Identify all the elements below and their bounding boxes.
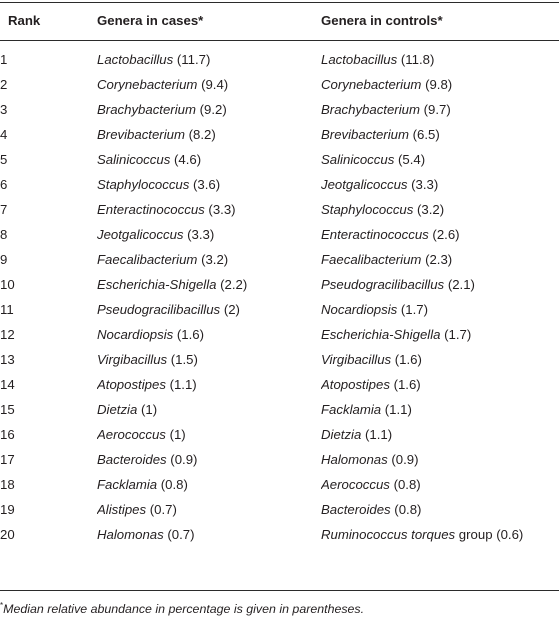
genus-name: Nocardiopsis (321, 302, 398, 317)
rank-cell: 7 (0, 202, 8, 217)
rank-cell: 15 (0, 402, 15, 417)
genus-name: Alistipes (97, 502, 147, 517)
rank-cell: 19 (0, 502, 15, 517)
genus-name: Salinicoccus (321, 152, 395, 167)
table-row (0, 322, 559, 347)
footnote-marker: * (0, 601, 4, 610)
cases-cell (97, 97, 321, 122)
genus-name: Staphylococcus (97, 177, 190, 192)
genus-name: Corynebacterium (321, 77, 422, 92)
genus-name: Brachybacterium (321, 102, 420, 117)
cases-cell (97, 222, 321, 247)
abundance-value: (0.9) (387, 452, 419, 467)
genus-name: Bacteroides (97, 452, 167, 467)
abundance-value: group (0.6) (455, 527, 524, 542)
cases-cell (97, 522, 321, 547)
table-row (0, 222, 559, 247)
table-row (0, 172, 559, 197)
abundance-value: (2.3) (421, 252, 453, 267)
genus-name: Atopostipes (97, 377, 166, 392)
controls-cell (321, 372, 559, 397)
table-row (0, 122, 559, 147)
cases-cell (97, 172, 321, 197)
abundance-value: (1.6) (173, 327, 205, 342)
genus-name: Facklamia (321, 402, 382, 417)
controls-cell (321, 222, 559, 247)
genus-name: Jeotgalicoccus (321, 177, 408, 192)
header-rank: Rank (8, 13, 41, 28)
controls-cell (321, 497, 559, 522)
abundance-value: (9.8) (421, 77, 453, 92)
genus-name: Escherichia-Shigella (97, 277, 217, 292)
controls-cell (321, 172, 559, 197)
rank-cell: 13 (0, 352, 15, 367)
abundance-value: (1.7) (397, 302, 429, 317)
abundance-value: (1.7) (440, 327, 472, 342)
genus-name: Dietzia (97, 402, 138, 417)
genus-name: Ruminococcus torques (321, 527, 456, 542)
rank-cell: 11 (0, 302, 14, 317)
genus-name: Virgibacillus (97, 352, 168, 367)
controls-cell (321, 272, 559, 297)
genus-name: Salinicoccus (97, 152, 171, 167)
genus-name: Brevibacterium (97, 127, 185, 142)
cases-cell (97, 472, 321, 497)
abundance-value: (9.7) (419, 102, 451, 117)
cases-cell (97, 247, 321, 272)
rank-cell: 3 (0, 102, 8, 117)
abundance-value: (2) (220, 302, 240, 317)
abundance-value: (1) (137, 402, 158, 417)
controls-cell (321, 247, 559, 272)
abundance-value: (8.2) (184, 127, 216, 142)
genus-name: Lactobacillus (321, 52, 398, 67)
abundance-value: (0.8) (390, 502, 422, 517)
rank-cell: 1 (0, 52, 8, 67)
abundance-value: (2.6) (428, 227, 460, 242)
abundance-value: (4.6) (170, 152, 202, 167)
abundance-value: (2.1) (444, 277, 475, 292)
table-row (0, 147, 559, 172)
rank-cell: 10 (0, 277, 15, 292)
genus-name: Aerococcus (321, 477, 390, 492)
table-row (0, 397, 559, 422)
cases-cell (97, 272, 321, 297)
footnote-text: Median relative abundance in percentage is given in parentheses. (3, 602, 365, 616)
genus-name: Atopostipes (321, 377, 390, 392)
abundance-value: (0.7) (163, 527, 195, 542)
genus-name: Nocardiopsis (97, 327, 174, 342)
table-header (0, 6, 559, 36)
genus-name: Lactobacillus (97, 52, 174, 67)
cases-cell (97, 397, 321, 422)
cases-cell (97, 297, 321, 322)
genus-name: Brachybacterium (97, 102, 196, 117)
genus-name: Enteractinococcus (321, 227, 429, 242)
rank-cell: 2 (0, 77, 8, 92)
abundance-value: (3.2) (413, 202, 445, 217)
abundance-value: (2.2) (216, 277, 248, 292)
table-row (0, 447, 559, 472)
abundance-value: (3.3) (407, 177, 439, 192)
cases-cell (97, 322, 321, 347)
abundance-value: (1.6) (389, 377, 421, 392)
table-row (0, 197, 559, 222)
table-row (0, 372, 559, 397)
abundance-value: (0.9) (166, 452, 198, 467)
abundance-value: (3.3) (183, 227, 215, 242)
table-row (0, 472, 559, 497)
genus-name: Pseudogracilibacillus (321, 277, 445, 292)
abundance-value: (3.2) (197, 252, 229, 267)
abundance-value: (0.8) (157, 477, 188, 492)
abundance-value: (3.3) (204, 202, 236, 217)
table-body (0, 47, 559, 547)
cases-cell (97, 447, 321, 472)
abundance-value: (5.4) (394, 152, 426, 167)
rank-cell: 17 (0, 452, 15, 467)
controls-cell (321, 97, 559, 122)
cases-cell (97, 47, 321, 72)
table-row (0, 422, 559, 447)
controls-cell (321, 447, 559, 472)
cases-cell (97, 497, 321, 522)
genus-name: Faecalibacterium (321, 252, 422, 267)
genus-name: Faecalibacterium (97, 252, 198, 267)
controls-cell (321, 322, 559, 347)
table-row (0, 297, 559, 322)
header-rule (0, 40, 559, 41)
abundance-value: (1.1) (165, 377, 197, 392)
genus-name: Bacteroides (321, 502, 391, 517)
bottom-rule (0, 590, 559, 591)
rank-cell: 18 (0, 477, 15, 492)
controls-cell (321, 297, 559, 322)
cases-cell (97, 122, 321, 147)
rank-cell: 4 (0, 127, 8, 142)
header-cases: Genera in cases* (97, 13, 204, 28)
cases-cell (97, 147, 321, 172)
table-row (0, 522, 559, 547)
genus-name: Halomonas (321, 452, 388, 467)
genera-table (0, 47, 559, 547)
abundance-value: (1) (165, 427, 186, 442)
controls-cell (321, 397, 559, 422)
cases-cell (97, 422, 321, 447)
top-rule (0, 2, 559, 3)
rank-cell: 8 (0, 227, 8, 242)
genus-name: Aerococcus (97, 427, 166, 442)
genus-name: Pseudogracilibacillus (97, 302, 221, 317)
controls-cell (321, 522, 559, 547)
controls-cell (321, 147, 559, 172)
controls-cell (321, 122, 559, 147)
footnote (0, 596, 559, 619)
abundance-value: (1.6) (391, 352, 422, 367)
controls-cell (321, 472, 559, 497)
abundance-value: (9.4) (197, 77, 229, 92)
abundance-value: (1.1) (381, 402, 412, 417)
abundance-value: (11.7) (173, 52, 211, 67)
abundance-value: (9.2) (195, 102, 227, 117)
table-row (0, 72, 559, 97)
genus-name: Halomonas (97, 527, 164, 542)
table-row (0, 97, 559, 122)
table-row (0, 247, 559, 272)
cases-cell (97, 197, 321, 222)
table-row (0, 272, 559, 297)
table-row (0, 347, 559, 372)
abundance-value: (11.8) (397, 52, 435, 67)
table-row (0, 497, 559, 522)
controls-cell (321, 197, 559, 222)
rank-cell: 6 (0, 177, 8, 192)
cases-cell (97, 72, 321, 97)
controls-cell (321, 47, 559, 72)
controls-cell (321, 72, 559, 97)
genus-name: Brevibacterium (321, 127, 409, 142)
genus-name: Corynebacterium (97, 77, 198, 92)
genus-name: Staphylococcus (321, 202, 414, 217)
rank-cell: 16 (0, 427, 15, 442)
header-controls: Genera in controls* (321, 13, 443, 28)
rank-cell: 9 (0, 252, 8, 267)
genus-name: Dietzia (321, 427, 362, 442)
abundance-value: (0.7) (146, 502, 177, 517)
abundance-value: (1.1) (361, 427, 393, 442)
genus-name: Virgibacillus (321, 352, 392, 367)
abundance-value: (3.6) (189, 177, 221, 192)
cases-cell (97, 372, 321, 397)
controls-cell (321, 347, 559, 372)
genus-name: Enteractinococcus (97, 202, 205, 217)
rank-cell: 14 (0, 377, 15, 392)
cases-cell (97, 347, 321, 372)
rank-cell: 12 (0, 327, 15, 342)
rank-cell: 5 (0, 152, 8, 167)
genus-name: Jeotgalicoccus (97, 227, 184, 242)
table-row (0, 47, 559, 72)
abundance-value: (6.5) (408, 127, 440, 142)
abundance-value: (0.8) (389, 477, 421, 492)
abundance-value: (1.5) (167, 352, 198, 367)
controls-cell (321, 422, 559, 447)
genus-name: Facklamia (97, 477, 158, 492)
rank-cell: 20 (0, 527, 15, 542)
genus-name: Escherichia-Shigella (321, 327, 441, 342)
